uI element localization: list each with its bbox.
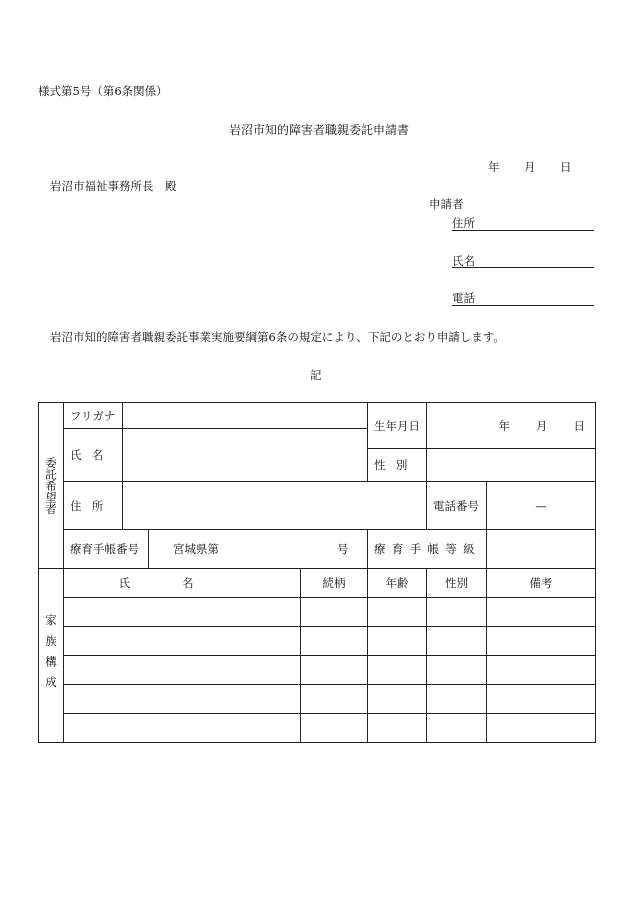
phone-no-field[interactable]: — xyxy=(487,482,596,530)
family-relation-cell[interactable] xyxy=(301,598,368,627)
birthdate-field[interactable] xyxy=(427,403,596,449)
family-relation-cell[interactable] xyxy=(301,714,368,743)
family-header-name: 氏名 xyxy=(64,569,301,598)
family-name-cell[interactable] xyxy=(64,598,301,627)
family-remarks-cell[interactable] xyxy=(487,627,596,656)
furigana-field[interactable] xyxy=(123,403,368,429)
phone-no-label: 電話番号 xyxy=(427,482,487,530)
family-age-cell[interactable] xyxy=(368,685,427,714)
birth-month-label: 月 xyxy=(536,418,548,433)
family-row xyxy=(39,685,596,714)
birthdate-label: 生年月日 xyxy=(368,403,427,449)
family-relation-cell[interactable] xyxy=(301,685,368,714)
prefecture-label: 宮城県第 xyxy=(173,542,219,556)
family-remarks-cell[interactable] xyxy=(487,656,596,685)
applicant-name-label: 氏名 xyxy=(452,254,475,268)
go-label: 号 xyxy=(337,542,349,556)
date-day-label: 日 xyxy=(560,160,572,174)
family-header-sex: 性別 xyxy=(427,569,487,598)
family-header-remarks: 備考 xyxy=(487,569,596,598)
family-age-cell[interactable] xyxy=(368,627,427,656)
applicant-phone-field[interactable] xyxy=(452,305,594,306)
family-name-cell[interactable] xyxy=(64,627,301,656)
family-age-cell[interactable] xyxy=(368,656,427,685)
form-number: 様式第5号（第6条関係） xyxy=(38,84,168,98)
family-row xyxy=(39,627,596,656)
name-field[interactable] xyxy=(123,429,368,482)
family-age-cell[interactable] xyxy=(368,598,427,627)
family-remarks-cell[interactable] xyxy=(487,598,596,627)
family-relation-cell[interactable] xyxy=(301,656,368,685)
grade-field[interactable] xyxy=(487,530,596,569)
ki-mark: 記 xyxy=(310,368,322,382)
addressee: 岩沼市福祉事務所長 殿 xyxy=(50,179,177,193)
family-relation-cell[interactable] xyxy=(301,627,368,656)
family-row xyxy=(39,598,596,627)
family-sex-cell[interactable] xyxy=(427,656,487,685)
sex-field[interactable] xyxy=(427,449,596,482)
name-label: 氏名 xyxy=(64,429,123,482)
notebook-no-label: 療育手帳番号 xyxy=(64,530,149,569)
date-year-label: 年 xyxy=(488,160,500,174)
family-sex-cell[interactable] xyxy=(427,598,487,627)
application-table xyxy=(38,402,596,743)
birth-year-label: 年 xyxy=(498,418,511,433)
family-row xyxy=(39,714,596,743)
furigana-label: フリガナ xyxy=(64,403,123,429)
family-remarks-cell[interactable] xyxy=(487,685,596,714)
date-month-label: 月 xyxy=(524,160,536,174)
family-remarks-cell[interactable] xyxy=(487,714,596,743)
birth-day-label: 日 xyxy=(573,418,586,433)
address-label: 住所 xyxy=(64,482,123,530)
applicant-name-field[interactable] xyxy=(452,267,594,268)
family-age-cell[interactable] xyxy=(368,714,427,743)
family-sex-cell[interactable] xyxy=(427,685,487,714)
family-name-cell[interactable] xyxy=(64,656,301,685)
page-title: 岩沼市知的障害者職親委託申請書 xyxy=(229,123,410,137)
family-header-relation: 続柄 xyxy=(301,569,368,598)
applicant-address-field[interactable] xyxy=(452,230,594,231)
family-section-label: 家族構成 xyxy=(39,569,64,743)
applicant-heading: 申請者 xyxy=(429,197,464,211)
applicant-phone-label: 電話 xyxy=(452,291,475,305)
grade-label: 療育手帳等級 xyxy=(368,530,487,569)
sex-label: 性別 xyxy=(368,449,427,482)
consignee-section-label: 委託希望者 xyxy=(39,403,64,569)
statement-text: 岩沼市知的障害者職親委託事業実施要綱第6条の規定により、下記のとおり申請します。 xyxy=(50,330,505,344)
address-field[interactable] xyxy=(123,482,427,530)
family-sex-cell[interactable] xyxy=(427,627,487,656)
applicant-address-label: 住所 xyxy=(452,216,475,230)
notebook-no-field[interactable] xyxy=(149,530,368,569)
family-row xyxy=(39,656,596,685)
family-header-age: 年齢 xyxy=(368,569,427,598)
family-name-cell[interactable] xyxy=(64,685,301,714)
family-name-cell[interactable] xyxy=(64,714,301,743)
family-sex-cell[interactable] xyxy=(427,714,487,743)
